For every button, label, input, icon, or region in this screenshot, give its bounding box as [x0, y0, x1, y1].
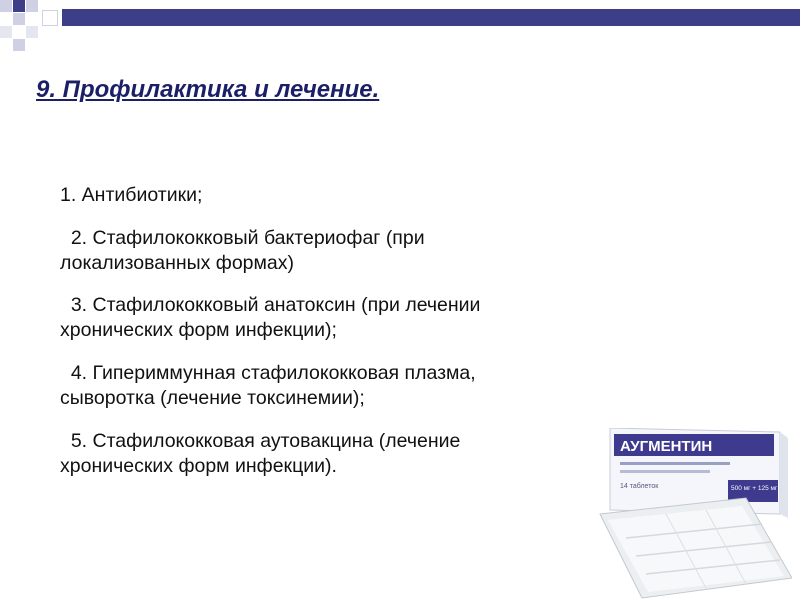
medication-photo: [596, 428, 792, 600]
list-item-line: 1. Антибиотики;: [60, 184, 203, 206]
list-item-2: [60, 226, 425, 276]
box-side: [780, 432, 788, 518]
list-item-1: [60, 183, 202, 208]
box-brand-label: АУГМЕНТИН: [620, 438, 713, 455]
decor-square: [26, 0, 38, 12]
list-item-line: локализованных формах): [60, 252, 295, 274]
box-line: [620, 462, 730, 465]
list-item-5: [60, 429, 460, 479]
list-item-line: 3. Стафилококковый анатоксин (при лечении: [60, 294, 481, 316]
box-dose-label: 500 мг + 125 мг: [731, 485, 778, 492]
list-item-3: [60, 293, 480, 343]
slide-title: 9. Профилактика и лечение.: [36, 76, 380, 103]
decor-square: [13, 13, 25, 25]
decor-square: [0, 0, 12, 12]
decor-square: [0, 26, 12, 38]
list-item-line: сыворотка (лечение токсинемии);: [60, 387, 365, 409]
decor-square: [13, 0, 25, 12]
list-item-line: хронических форм инфекции);: [60, 319, 337, 341]
list-item-line: 4. Гипериммунная стафилококковая плазма,: [60, 362, 476, 384]
box-count-label: 14 таблеток: [620, 483, 659, 490]
header-bar: [62, 9, 800, 26]
decor-square: [13, 39, 25, 51]
decor-square: [26, 26, 38, 38]
decor-square: [42, 10, 58, 26]
list-item-line: хронических форм инфекции).: [60, 455, 337, 477]
list-item-line: 2. Стафилококковый бактериофаг (при: [60, 227, 425, 249]
list-item-line: 5. Стафилококковая аутовакцина (лечение: [60, 430, 461, 452]
box-line: [620, 470, 710, 473]
list-item-4: [60, 361, 476, 411]
augmentin-package-image: [596, 428, 792, 600]
